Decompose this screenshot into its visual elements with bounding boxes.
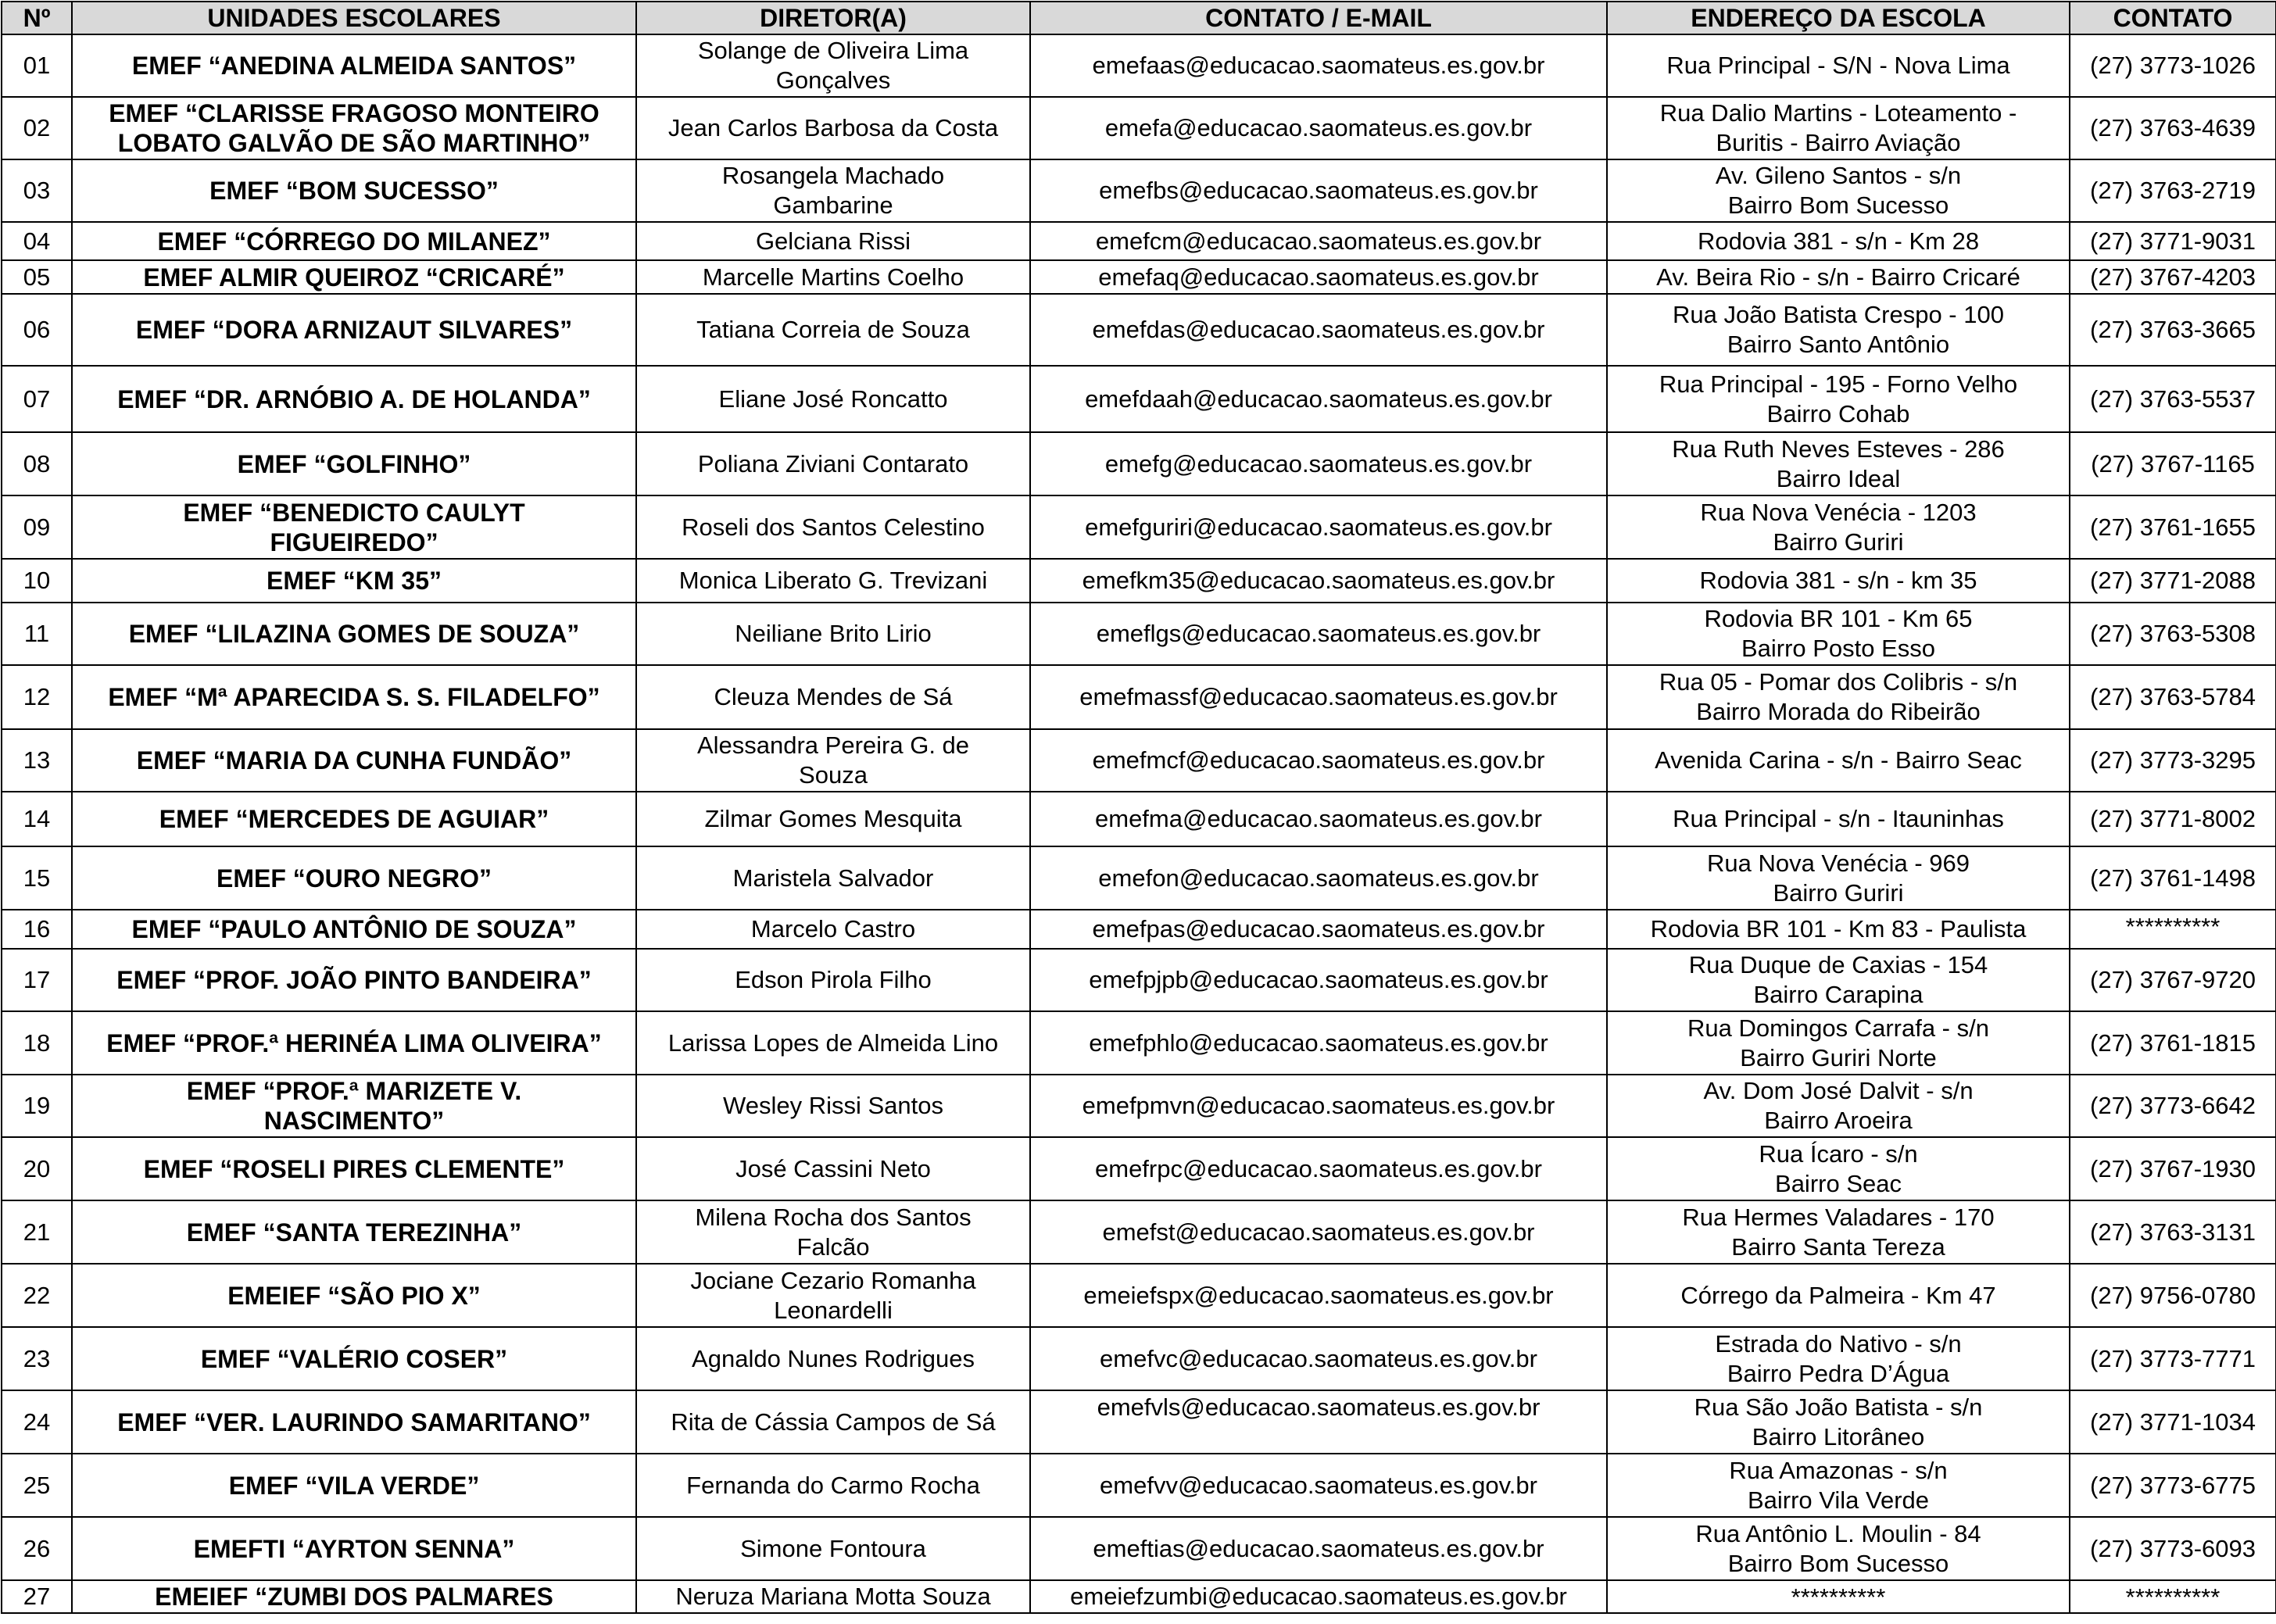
table-header-row	[2, 2, 2276, 34]
school-name: EMEF “CÓRREGO DO MILANEZ”	[72, 222, 636, 260]
school-phone: (27) 3767-1930	[2070, 1137, 2276, 1200]
table-row	[2, 1137, 2276, 1200]
school-address: Rua João Batista Crespo - 100 Bairro Santo Antônio	[1607, 294, 2070, 366]
school-address: Av. Gileno Santos - s/n Bairro Bom Sucesso	[1607, 159, 2070, 222]
table-body	[2, 34, 2276, 1613]
school-email: emeftias@educacao.saomateus.es.gov.br	[1030, 1517, 1607, 1580]
school-address: Av. Dom José Dalvit - s/n Bairro Aroeira	[1607, 1075, 2070, 1137]
school-name: EMEF “GOLFINHO”	[72, 432, 636, 495]
header-phone: CONTATO	[2070, 2, 2276, 34]
table-row	[2, 1517, 2276, 1580]
school-email: emeflgs@educacao.saomateus.es.gov.br	[1030, 603, 1607, 665]
school-name: EMEF “CLARISSE FRAGOSO MONTEIRO LOBATO GALVÃO DE SÃO MARTINHO”	[72, 97, 636, 159]
school-name: EMEF ALMIR QUEIROZ “CRICARÉ”	[72, 260, 636, 294]
table-row	[2, 729, 2276, 792]
director-name: Rita de Cássia Campos de Sá	[636, 1390, 1030, 1454]
school-address: Rua Nova Venécia - 969 Bairro Guriri	[1607, 846, 2070, 910]
school-email: emefst@educacao.saomateus.es.gov.br	[1030, 1200, 1607, 1264]
row-num: 14	[2, 792, 72, 846]
director-name: Larissa Lopes de Almeida Lino	[636, 1011, 1030, 1075]
school-name: EMEF “Mª APARECIDA S. S. FILADELFO”	[72, 665, 636, 729]
school-name: EMEIEF “ZUMBI DOS PALMARES	[72, 1580, 636, 1613]
table-row	[2, 846, 2276, 910]
table-row	[2, 1075, 2276, 1137]
row-num: 20	[2, 1137, 72, 1200]
school-email: emeiefspx@educacao.saomateus.es.gov.br	[1030, 1264, 1607, 1327]
school-phone: (27) 3773-6093	[2070, 1517, 2276, 1580]
school-phone: **********	[2070, 910, 2276, 949]
row-num: 11	[2, 603, 72, 665]
school-address: Rua Principal - s/n - Itauninhas	[1607, 792, 2070, 846]
school-name: EMEF “LILAZINA GOMES DE SOUZA”	[72, 603, 636, 665]
row-num: 13	[2, 729, 72, 792]
row-num: 24	[2, 1390, 72, 1454]
school-phone: (27) 3763-3131	[2070, 1200, 2276, 1264]
school-address: Rua São João Batista - s/n Bairro Litorâneo	[1607, 1390, 2070, 1454]
table-row	[2, 1580, 2276, 1613]
row-num: 01	[2, 34, 72, 97]
director-name: Zilmar Gomes Mesquita	[636, 792, 1030, 846]
school-address: Rua Ícaro - s/n Bairro Seac	[1607, 1137, 2070, 1200]
school-email: emefaq@educacao.saomateus.es.gov.br	[1030, 260, 1607, 294]
school-address: Rua Dalio Martins - Loteamento - Buritis - Bairro Aviação	[1607, 97, 2070, 159]
school-name: EMEF “PAULO ANTÔNIO DE SOUZA”	[72, 910, 636, 949]
row-num: 08	[2, 432, 72, 495]
table-row	[2, 1200, 2276, 1264]
director-name: Poliana Ziviani Contarato	[636, 432, 1030, 495]
director-name: Edson Pirola Filho	[636, 949, 1030, 1011]
school-name: EMEF “PROF. JOÃO PINTO BANDEIRA”	[72, 949, 636, 1011]
school-email: emefcm@educacao.saomateus.es.gov.br	[1030, 222, 1607, 260]
director-name: Roseli dos Santos Celestino	[636, 495, 1030, 559]
school-name: EMEIEF “SÃO PIO X”	[72, 1264, 636, 1327]
school-address: Rua 05 - Pomar dos Colibris - s/n Bairro Morada do Ribeirão	[1607, 665, 2070, 729]
row-num: 23	[2, 1327, 72, 1390]
school-phone: (27) 3767-4203	[2070, 260, 2276, 294]
row-num: 19	[2, 1075, 72, 1137]
school-phone: (27) 3771-9031	[2070, 222, 2276, 260]
school-phone: (27) 3761-1815	[2070, 1011, 2276, 1075]
table-row	[2, 432, 2276, 495]
table-row	[2, 603, 2276, 665]
school-phone: (27) 3761-1498	[2070, 846, 2276, 910]
school-address: Rodovia 381 - s/n - km 35	[1607, 559, 2070, 603]
row-num: 12	[2, 665, 72, 729]
table-row	[2, 222, 2276, 260]
row-num: 21	[2, 1200, 72, 1264]
school-email: emefvls@educacao.saomateus.es.gov.br	[1030, 1390, 1607, 1454]
director-name: Maristela Salvador	[636, 846, 1030, 910]
school-phone: (27) 3773-1026	[2070, 34, 2276, 97]
school-address: Estrada do Nativo - s/n Bairro Pedra D’Água	[1607, 1327, 2070, 1390]
row-num: 26	[2, 1517, 72, 1580]
school-email: emefdaah@educacao.saomateus.es.gov.br	[1030, 366, 1607, 432]
school-phone: (27) 3767-9720	[2070, 949, 2276, 1011]
director-name: Marcelo Castro	[636, 910, 1030, 949]
school-phone: (27) 9756-0780	[2070, 1264, 2276, 1327]
director-name: Alessandra Pereira G. de Souza	[636, 729, 1030, 792]
school-address: Rua Principal - 195 - Forno Velho Bairro Cohab	[1607, 366, 2070, 432]
school-address: Rua Principal - S/N - Nova Lima	[1607, 34, 2070, 97]
row-num: 10	[2, 559, 72, 603]
header-address: ENDEREÇO DA ESCOLA	[1607, 2, 2070, 34]
school-name: EMEF “ROSELI PIRES CLEMENTE”	[72, 1137, 636, 1200]
table-row	[2, 792, 2276, 846]
header-num: Nº	[2, 2, 72, 34]
director-name: Tatiana Correia de Souza	[636, 294, 1030, 366]
school-address: Rua Nova Venécia - 1203 Bairro Guriri	[1607, 495, 2070, 559]
school-address: Rodovia BR 101 - Km 65 Bairro Posto Esso	[1607, 603, 2070, 665]
director-name: Monica Liberato G. Trevizani	[636, 559, 1030, 603]
table-row	[2, 1264, 2276, 1327]
school-phone: (27) 3773-3295	[2070, 729, 2276, 792]
school-name: EMEF “MERCEDES DE AGUIAR”	[72, 792, 636, 846]
school-address: Córrego da Palmeira - Km 47	[1607, 1264, 2070, 1327]
school-email: emefvc@educacao.saomateus.es.gov.br	[1030, 1327, 1607, 1390]
school-email: emefmassf@educacao.saomateus.es.gov.br	[1030, 665, 1607, 729]
director-name: Jociane Cezario Romanha Leonardelli	[636, 1264, 1030, 1327]
school-phone: (27) 3763-5784	[2070, 665, 2276, 729]
school-phone: (27) 3763-5308	[2070, 603, 2276, 665]
school-phone: (27) 3771-8002	[2070, 792, 2276, 846]
row-num: 06	[2, 294, 72, 366]
school-address: Rua Amazonas - s/n Bairro Vila Verde	[1607, 1454, 2070, 1517]
school-email: emefvv@educacao.saomateus.es.gov.br	[1030, 1454, 1607, 1517]
row-num: 03	[2, 159, 72, 222]
school-name: EMEF “KM 35”	[72, 559, 636, 603]
school-email: emefmcf@educacao.saomateus.es.gov.br	[1030, 729, 1607, 792]
school-email: emefphlo@educacao.saomateus.es.gov.br	[1030, 1011, 1607, 1075]
table-row	[2, 34, 2276, 97]
school-phone: (27) 3771-2088	[2070, 559, 2276, 603]
header-director: DIRETOR(A)	[636, 2, 1030, 34]
director-name: Fernanda do Carmo Rocha	[636, 1454, 1030, 1517]
row-num: 09	[2, 495, 72, 559]
school-email: emeiefzumbi@educacao.saomateus.es.gov.br	[1030, 1580, 1607, 1613]
row-num: 04	[2, 222, 72, 260]
school-address: Rodovia BR 101 - Km 83 - Paulista	[1607, 910, 2070, 949]
row-num: 02	[2, 97, 72, 159]
school-address: Rua Ruth Neves Esteves - 286 Bairro Ideal	[1607, 432, 2070, 495]
table-row	[2, 159, 2276, 222]
row-num: 15	[2, 846, 72, 910]
school-name: EMEF “ANEDINA ALMEIDA SANTOS”	[72, 34, 636, 97]
school-email: emefkm35@educacao.saomateus.es.gov.br	[1030, 559, 1607, 603]
table-row	[2, 294, 2276, 366]
school-email: emefbs@educacao.saomateus.es.gov.br	[1030, 159, 1607, 222]
school-address: Av. Beira Rio - s/n - Bairro Cricaré	[1607, 260, 2070, 294]
director-name: Jean Carlos Barbosa da Costa	[636, 97, 1030, 159]
school-email: emefpas@educacao.saomateus.es.gov.br	[1030, 910, 1607, 949]
school-phone: (27) 3763-4639	[2070, 97, 2276, 159]
school-phone: (27) 3763-2719	[2070, 159, 2276, 222]
school-name: EMEF “DR. ARNÓBIO A. DE HOLANDA”	[72, 366, 636, 432]
school-name: EMEF “PROF.ª MARIZETE V. NASCIMENTO”	[72, 1075, 636, 1137]
school-name: EMEF “VILA VERDE”	[72, 1454, 636, 1517]
director-name: Agnaldo Nunes Rodrigues	[636, 1327, 1030, 1390]
director-name: Gelciana Rissi	[636, 222, 1030, 260]
school-name: EMEF “VALÉRIO COSER”	[72, 1327, 636, 1390]
school-address: Rua Domingos Carrafa - s/n Bairro Guriri Norte	[1607, 1011, 2070, 1075]
table-row	[2, 366, 2276, 432]
school-email: emefrpc@educacao.saomateus.es.gov.br	[1030, 1137, 1607, 1200]
school-name: EMEF “SANTA TEREZINHA”	[72, 1200, 636, 1264]
director-name: Wesley Rissi Santos	[636, 1075, 1030, 1137]
school-address: Avenida Carina - s/n - Bairro Seac	[1607, 729, 2070, 792]
director-name: Neiliane Brito Lirio	[636, 603, 1030, 665]
table-row	[2, 949, 2276, 1011]
school-phone: (27) 3773-7771	[2070, 1327, 2276, 1390]
director-name: Eliane José Roncatto	[636, 366, 1030, 432]
table-row	[2, 97, 2276, 159]
row-num: 27	[2, 1580, 72, 1613]
school-phone: (27) 3773-6642	[2070, 1075, 2276, 1137]
table-row	[2, 1011, 2276, 1075]
school-phone: (27) 3767-1165	[2070, 432, 2276, 495]
school-email: emefaas@educacao.saomateus.es.gov.br	[1030, 34, 1607, 97]
school-name: EMEF “PROF.ª HERINÉA LIMA OLIVEIRA”	[72, 1011, 636, 1075]
school-name: EMEFTI “AYRTON SENNA”	[72, 1517, 636, 1580]
school-address: Rua Duque de Caxias - 154 Bairro Carapina	[1607, 949, 2070, 1011]
school-name: EMEF “DORA ARNIZAUT SILVARES”	[72, 294, 636, 366]
director-name: Marcelle Martins Coelho	[636, 260, 1030, 294]
school-email: emefguriri@educacao.saomateus.es.gov.br	[1030, 495, 1607, 559]
row-num: 05	[2, 260, 72, 294]
school-name: EMEF “BOM SUCESSO”	[72, 159, 636, 222]
row-num: 16	[2, 910, 72, 949]
school-email: emefdas@educacao.saomateus.es.gov.br	[1030, 294, 1607, 366]
school-address: Rua Antônio L. Moulin - 84 Bairro Bom Sucesso	[1607, 1517, 2070, 1580]
school-phone: (27) 3771-1034	[2070, 1390, 2276, 1454]
director-name: Milena Rocha dos Santos Falcão	[636, 1200, 1030, 1264]
school-phone: (27) 3761-1655	[2070, 495, 2276, 559]
school-name: EMEF “OURO NEGRO”	[72, 846, 636, 910]
director-name: Solange de Oliveira Lima Gonçalves	[636, 34, 1030, 97]
school-email: emefg@educacao.saomateus.es.gov.br	[1030, 432, 1607, 495]
table-row	[2, 1327, 2276, 1390]
school-name: EMEF “MARIA DA CUNHA FUNDÃO”	[72, 729, 636, 792]
table-row	[2, 1390, 2276, 1454]
director-name: José Cassini Neto	[636, 1137, 1030, 1200]
row-num: 18	[2, 1011, 72, 1075]
row-num: 17	[2, 949, 72, 1011]
school-email: emefma@educacao.saomateus.es.gov.br	[1030, 792, 1607, 846]
table-row	[2, 1454, 2276, 1517]
school-email: emefa@educacao.saomateus.es.gov.br	[1030, 97, 1607, 159]
header-email: CONTATO / E-MAIL	[1030, 2, 1607, 34]
school-phone: (27) 3763-5537	[2070, 366, 2276, 432]
school-address: **********	[1607, 1580, 2070, 1613]
school-email: emefpmvn@educacao.saomateus.es.gov.br	[1030, 1075, 1607, 1137]
table-row	[2, 495, 2276, 559]
school-email: emefon@educacao.saomateus.es.gov.br	[1030, 846, 1607, 910]
table-row	[2, 260, 2276, 294]
school-phone: (27) 3763-3665	[2070, 294, 2276, 366]
row-num: 22	[2, 1264, 72, 1327]
schools-table	[1, 1, 2276, 1614]
school-address: Rodovia 381 - s/n - Km 28	[1607, 222, 2070, 260]
school-email: emefpjpb@educacao.saomateus.es.gov.br	[1030, 949, 1607, 1011]
table-row	[2, 910, 2276, 949]
school-phone: (27) 3773-6775	[2070, 1454, 2276, 1517]
director-name: Neruza Mariana Motta Souza	[636, 1580, 1030, 1613]
school-address: Rua Hermes Valadares - 170 Bairro Santa Tereza	[1607, 1200, 2070, 1264]
school-phone: **********	[2070, 1580, 2276, 1613]
table-row	[2, 559, 2276, 603]
table-row	[2, 665, 2276, 729]
director-name: Cleuza Mendes de Sá	[636, 665, 1030, 729]
school-name: EMEF “VER. LAURINDO SAMARITANO”	[72, 1390, 636, 1454]
school-name: EMEF “BENEDICTO CAULYT FIGUEIREDO”	[72, 495, 636, 559]
director-name: Simone Fontoura	[636, 1517, 1030, 1580]
director-name: Rosangela Machado Gambarine	[636, 159, 1030, 222]
header-school: UNIDADES ESCOLARES	[72, 2, 636, 34]
row-num: 25	[2, 1454, 72, 1517]
row-num: 07	[2, 366, 72, 432]
